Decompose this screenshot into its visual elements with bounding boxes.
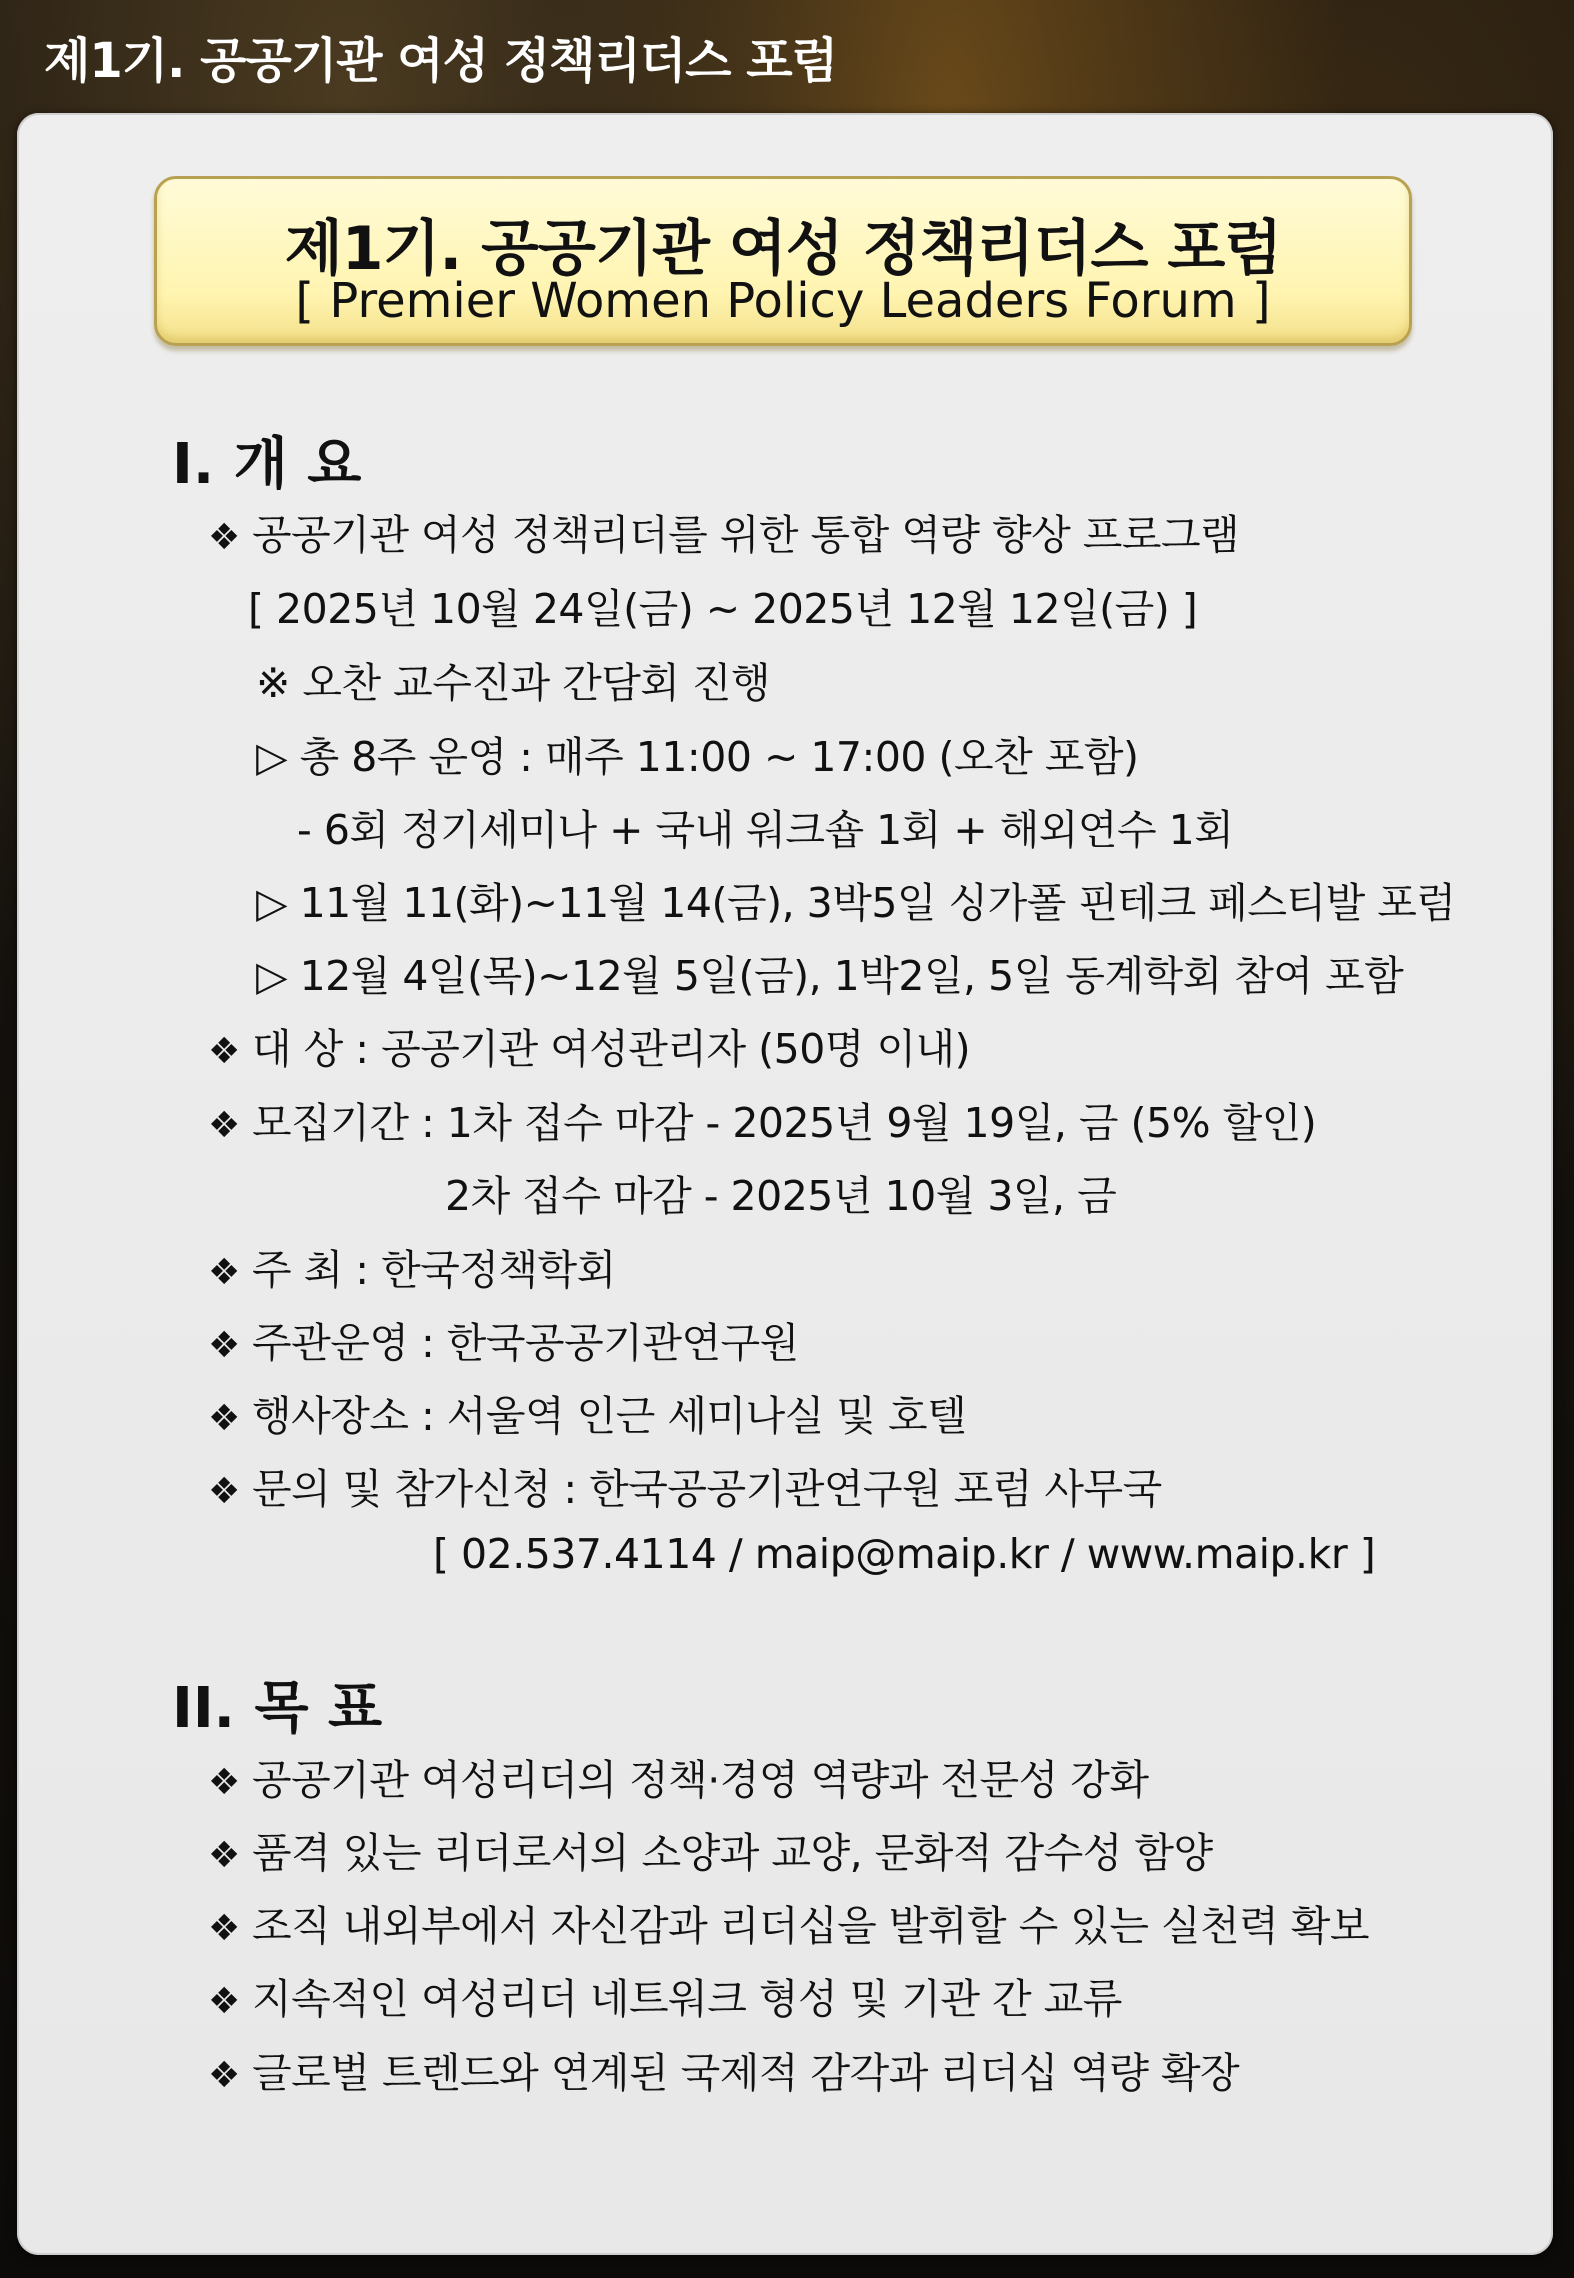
goal-text: 품격 있는 리더로서의 소양과 교양, 문화적 감수성 함양 xyxy=(252,1829,1213,1877)
overview-period: [ 2025년 10월 24일(금) ~ 2025년 12월 12일(금) ] xyxy=(248,585,1198,633)
banner-title-korean: 제1기. 공공기관 여성 정책리더스 포럼 xyxy=(284,214,1282,284)
diamond-bullet-icon: ❖ xyxy=(208,517,240,558)
diamond-bullet-icon: ❖ xyxy=(208,1835,240,1876)
diamond-bullet-icon: ❖ xyxy=(208,1908,240,1949)
overview-organizer xyxy=(208,1310,799,1369)
goal-text: 조직 내외부에서 자신감과 리더십을 발휘할 수 있는 실천력 확보 xyxy=(252,1902,1370,1950)
recruit-text: 모집기간 : 1차 접수 마감 - 2025년 9월 19일, 금 (5% 할인) xyxy=(252,1099,1317,1147)
overview-program xyxy=(208,502,1239,561)
title-banner xyxy=(154,176,1412,346)
overview-note: ※ 오찬 교수진과 간담회 진행 xyxy=(256,659,771,707)
overview-venue xyxy=(208,1383,966,1442)
diamond-bullet-icon: ❖ xyxy=(208,1031,240,1072)
diamond-bullet-icon: ❖ xyxy=(208,2055,240,2096)
overview-contact-detail: [ 02.537.4114 / maip@maip.kr / www.maip.kr ] xyxy=(433,1530,1376,1578)
contact-text: 문의 및 참가신청 : 한국공공기관연구원 포럼 사무국 xyxy=(252,1465,1162,1513)
section-heading-goals: II. 목 표 xyxy=(172,1676,383,1741)
diamond-bullet-icon: ❖ xyxy=(208,1325,240,1366)
banner-title-english: [ Premier Women Policy Leaders Forum ] xyxy=(295,273,1271,329)
diamond-bullet-icon: ❖ xyxy=(208,1252,240,1293)
overview-target xyxy=(208,1016,970,1075)
goal-item xyxy=(208,2040,1239,2099)
goal-item xyxy=(208,1893,1369,1952)
host-text: 주 최 : 한국정책학회 xyxy=(252,1246,616,1294)
goal-item xyxy=(208,1747,1148,1806)
goal-text: 글로벌 트렌드와 연계된 국제적 감각과 리더십 역량 확장 xyxy=(252,2049,1240,2097)
goal-item xyxy=(208,1820,1213,1879)
goal-text: 지속적인 여성리더 네트워크 형성 및 기관 간 교류 xyxy=(252,1975,1122,2023)
section-heading-overview: I. 개 요 xyxy=(172,432,362,497)
overview-host xyxy=(208,1237,616,1296)
target-text: 대 상 : 공공기관 여성관리자 (50명 이내) xyxy=(252,1025,971,1073)
page-title: 제1기. 공공기관 여성 정책리더스 포럼 xyxy=(44,33,837,89)
diamond-bullet-icon: ❖ xyxy=(208,1762,240,1803)
schedule-conference: ▷ 12월 4일(목)~12월 5일(금), 1박2일, 5일 동계학회 참여 포함 xyxy=(256,952,1404,1000)
goal-text: 공공기관 여성리더의 정책·경영 역량과 전문성 강화 xyxy=(252,1756,1149,1804)
diamond-bullet-icon: ❖ xyxy=(208,1471,240,1512)
schedule-weekly-detail: - 6회 정기세미나 + 국내 워크숍 1회 + 해외연수 1회 xyxy=(297,806,1234,854)
program-text: 공공기관 여성 정책리더를 위한 통합 역량 향상 프로그램 xyxy=(252,511,1240,559)
schedule-weekly: ▷ 총 8주 운영 : 매주 11:00 ~ 17:00 (오찬 포함) xyxy=(256,733,1139,781)
overview-recruit xyxy=(208,1090,1316,1149)
overview-recruit-second: 2차 접수 마감 - 2025년 10월 3일, 금 xyxy=(445,1172,1117,1220)
diamond-bullet-icon: ❖ xyxy=(208,1105,240,1146)
overview-contact xyxy=(208,1456,1162,1515)
venue-text: 행사장소 : 서울역 인근 세미나실 및 호텔 xyxy=(252,1392,967,1440)
goal-item xyxy=(208,1966,1122,2025)
diamond-bullet-icon: ❖ xyxy=(208,1398,240,1439)
diamond-bullet-icon: ❖ xyxy=(208,1981,240,2022)
organizer-text: 주관운영 : 한국공공기관연구원 xyxy=(252,1319,799,1367)
schedule-overseas: ▷ 11월 11(화)~11월 14(금), 3박5일 싱가폴 핀테크 페스티발 포럼 xyxy=(256,879,1456,927)
